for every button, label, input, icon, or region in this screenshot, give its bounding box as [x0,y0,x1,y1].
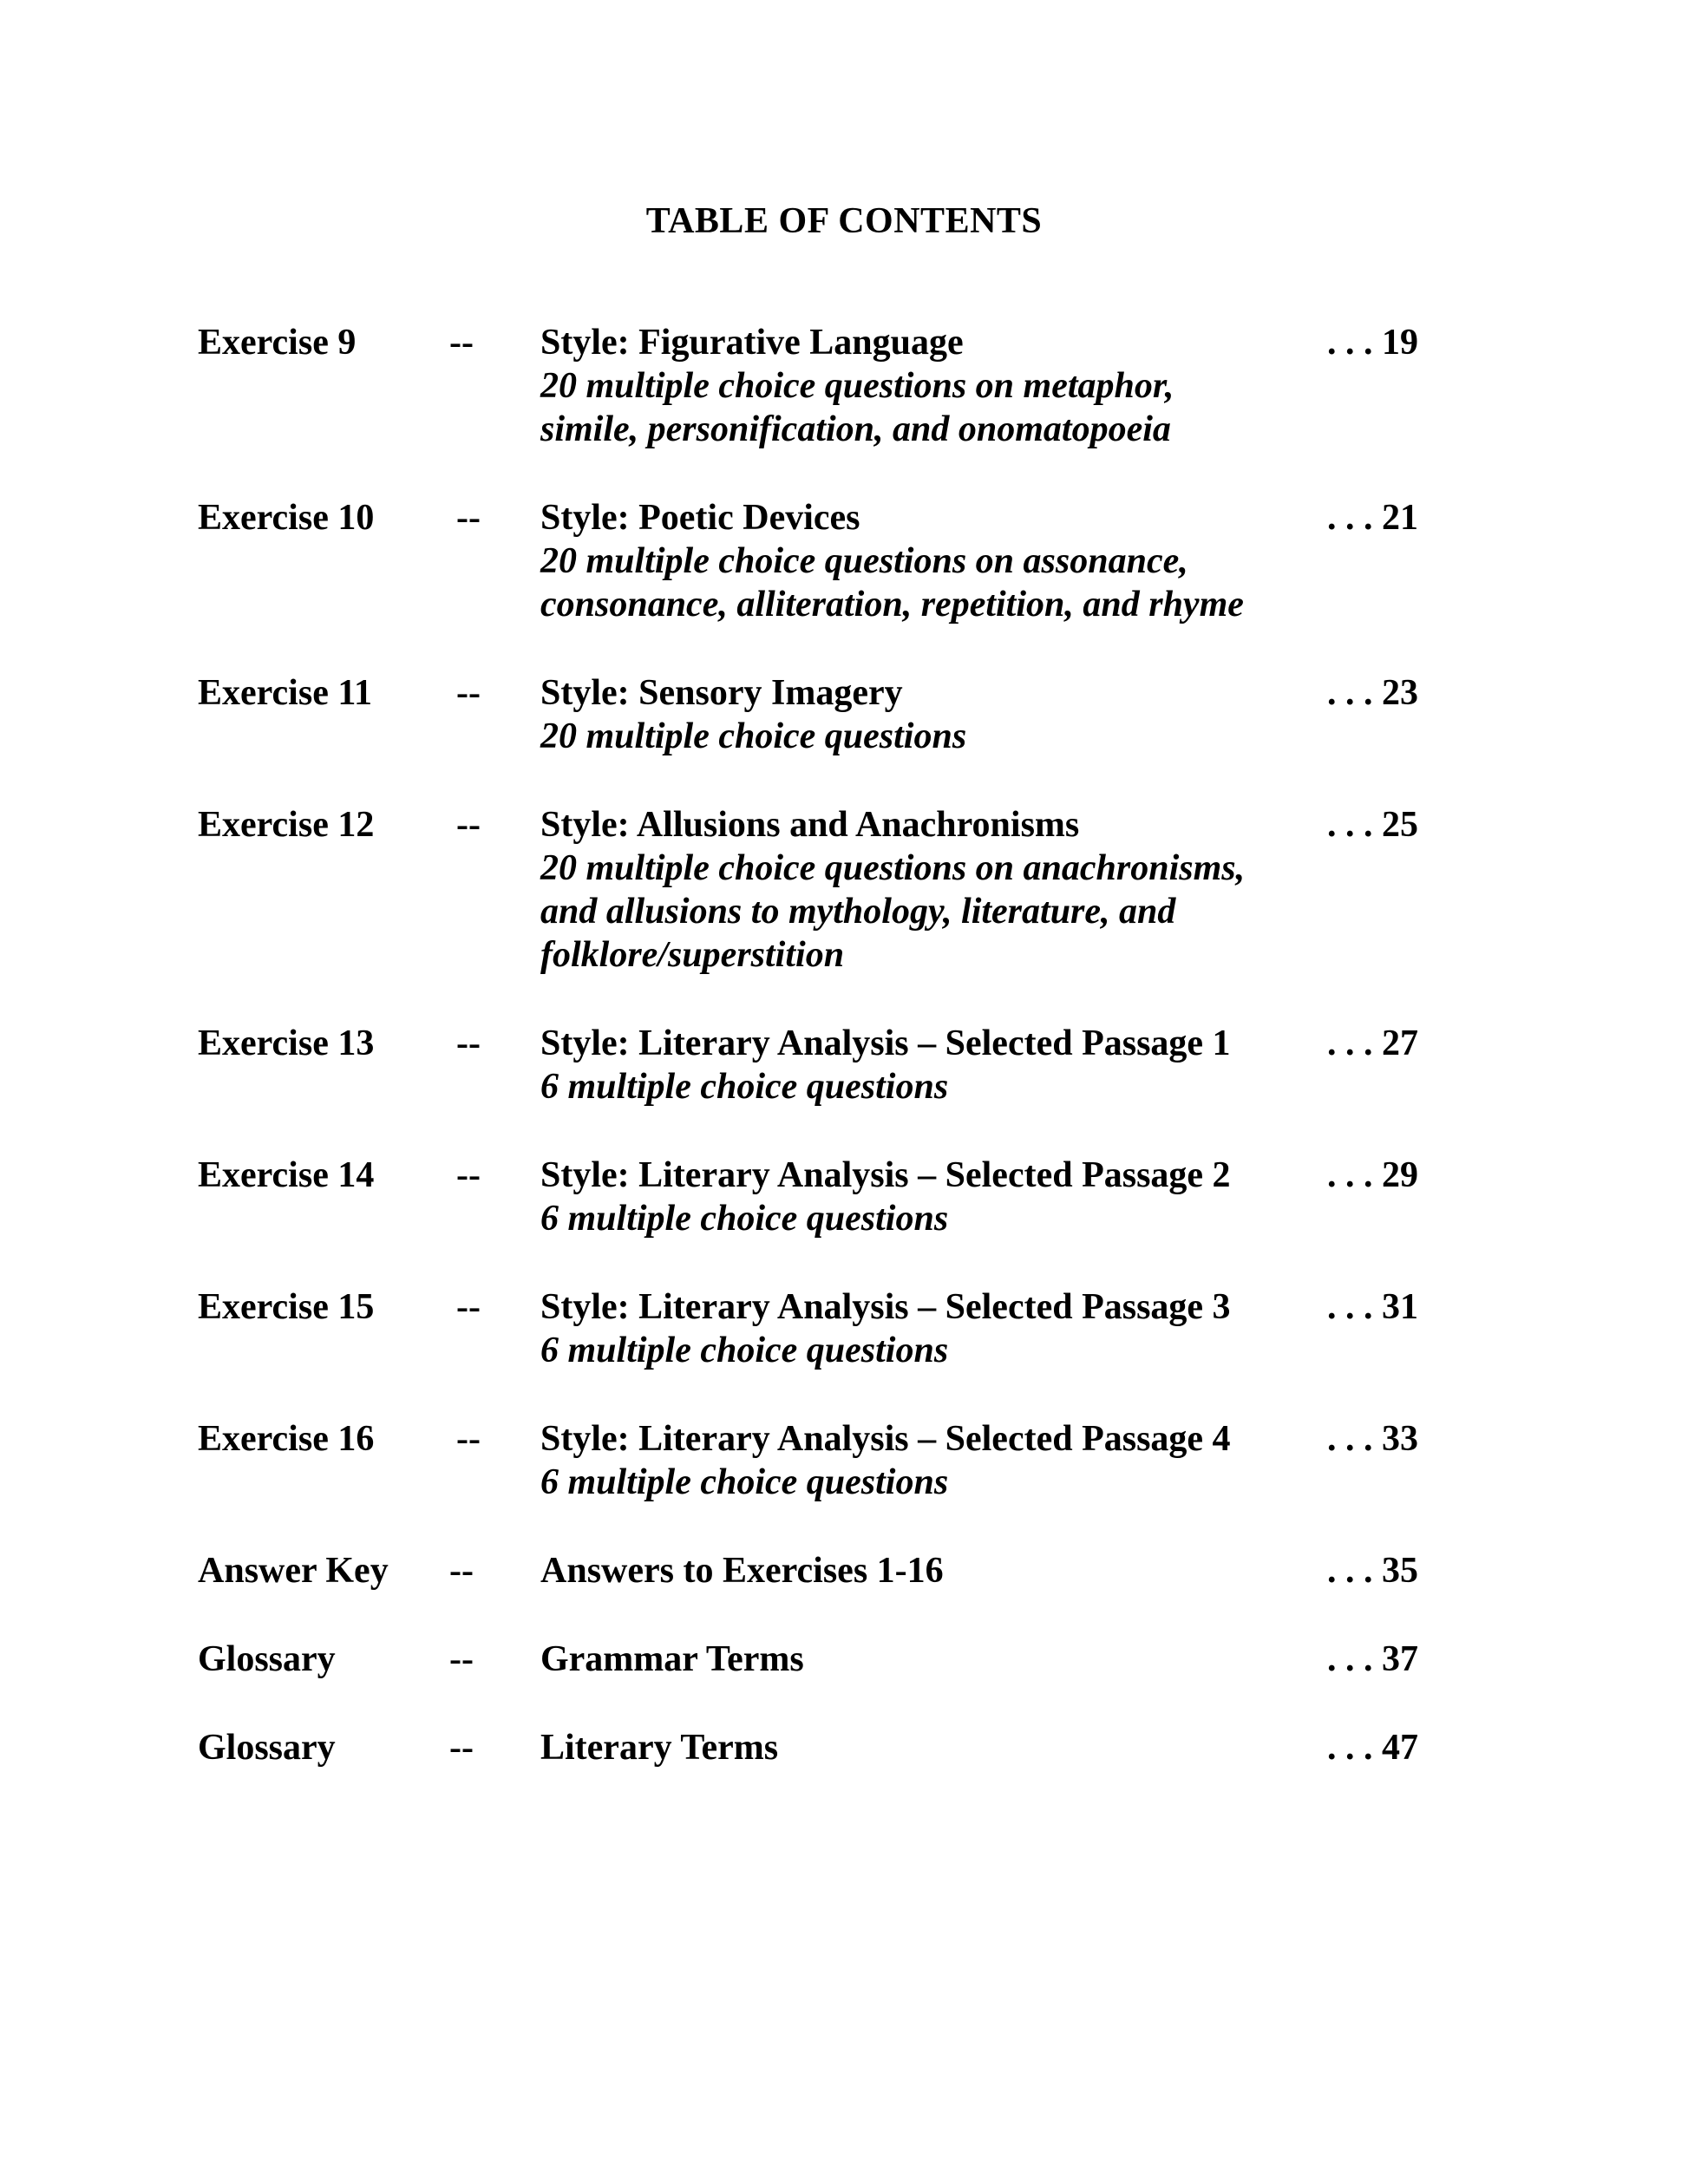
toc-entry-heading: Style: Allusions and Anachronisms [540,805,1080,845]
toc-entry-glossary-grammar [198,1638,1499,1681]
toc-list [198,321,1499,1769]
toc-entry-separator: -- [456,805,481,845]
toc-entry-description-line: 6 multiple choice questions [540,1067,949,1107]
toc-entry-content [540,1154,1321,1240]
toc-entry-exercise-14 [198,1154,1499,1240]
toc-entry-label: Exercise 12 [198,805,375,845]
toc-entry-exercise-10 [198,496,1499,626]
toc-entry-exercise-11 [198,671,1499,758]
toc-entry-heading: Answers to Exercises 1-16 [540,1551,944,1591]
page-title: TABLE OF CONTENTS [645,201,1043,241]
toc-entry-exercise-15 [198,1285,1499,1372]
toc-entry-page-number: . . . 47 [1327,1728,1418,1768]
toc-entry-heading: Style: Literary Analysis – Selected Passage 4 [540,1419,1231,1459]
toc-entry-separator: -- [456,1023,481,1063]
toc-entry-description-line: 20 multiple choice questions [540,716,967,756]
toc-entry-page-number: . . . 25 [1327,805,1418,845]
toc-entry-label: Glossary [198,1639,336,1679]
toc-entry-content [540,321,1321,451]
toc-entry-heading: Grammar Terms [540,1639,804,1679]
toc-entry-heading: Style: Literary Analysis – Selected Passage 2 [540,1155,1231,1195]
toc-entry-heading: Style: Figurative Language [540,323,964,363]
toc-entry-heading: Style: Literary Analysis – Selected Passage 1 [540,1023,1231,1063]
toc-entry-page-number: . . . 27 [1327,1023,1418,1063]
toc-entry-page-number: . . . 33 [1327,1419,1418,1459]
toc-entry-separator: -- [449,323,474,363]
toc-entry-description-line: 6 multiple choice questions [540,1199,949,1239]
toc-entry-heading: Style: Poetic Devices [540,498,860,538]
toc-entry-content [540,1285,1321,1372]
toc-entry-separator: -- [456,673,481,713]
toc-entry-separator: -- [456,498,481,538]
toc-entry-label: Exercise 14 [198,1155,375,1195]
toc-entry-label: Glossary [198,1728,336,1768]
toc-entry-description-line: consonance, alliteration, repetition, and rhyme [540,585,1244,624]
toc-entry-label: Exercise 13 [198,1023,375,1063]
toc-entry-page-number: . . . 29 [1327,1155,1418,1195]
toc-entry-glossary-literary [198,1726,1499,1769]
toc-entry-label: Answer Key [198,1551,389,1591]
toc-entry-description-line: and allusions to mythology, literature, and [540,892,1176,932]
toc-entry-heading: Style: Literary Analysis – Selected Passage 3 [540,1287,1231,1327]
toc-entry-description-line: 6 multiple choice questions [540,1331,949,1370]
toc-entry-heading: Style: Sensory Imagery [540,673,903,713]
toc-entry-content [540,496,1321,626]
toc-entry-separator: -- [456,1155,481,1195]
toc-entry-content [540,1726,1321,1769]
toc-entry-exercise-12 [198,803,1499,977]
toc-entry-answer-key [198,1549,1499,1592]
toc-entry-page-number: . . . 37 [1327,1639,1418,1679]
toc-entry-label: Exercise 15 [198,1287,375,1327]
toc-entry-label: Exercise 16 [198,1419,375,1459]
toc-entry-separator: -- [456,1419,481,1459]
toc-entry-label: Exercise 10 [198,498,375,538]
toc-entry-page-number: . . . 19 [1327,323,1418,363]
toc-entry-content [540,1549,1321,1592]
toc-entry-heading: Literary Terms [540,1728,779,1768]
toc-entry-content [540,1022,1321,1108]
toc-entry-page-number: . . . 35 [1327,1551,1418,1591]
toc-entry-content [540,671,1321,758]
toc-entry-label: Exercise 11 [198,673,373,713]
toc-entry-exercise-13 [198,1022,1499,1108]
toc-entry-label: Exercise 9 [198,323,357,363]
toc-entry-exercise-16 [198,1417,1499,1504]
toc-entry-page-number: . . . 21 [1327,498,1418,538]
toc-entry-content [540,803,1321,977]
toc-entry-page-number: . . . 23 [1327,673,1418,713]
toc-entry-separator: -- [456,1287,481,1327]
toc-entry-separator: -- [449,1551,474,1591]
toc-entry-separator: -- [449,1728,474,1768]
toc-entry-description-line: 20 multiple choice questions on metaphor, [540,366,1174,406]
toc-entry-description-line: 6 multiple choice questions [540,1462,949,1502]
toc-entry-description-line: 20 multiple choice questions on anachronisms, [540,848,1246,888]
toc-entry-description-line: folklore/superstition [540,935,845,975]
toc-entry-description-line: simile, personification, and onomatopoeia [540,409,1171,449]
toc-entry-content [540,1417,1321,1504]
toc-entry-content [540,1638,1321,1681]
toc-entry-description-line: 20 multiple choice questions on assonance, [540,541,1188,581]
toc-entry-separator: -- [449,1639,474,1679]
toc-entry-exercise-9 [198,321,1499,451]
toc-entry-page-number: . . . 31 [1327,1287,1418,1327]
